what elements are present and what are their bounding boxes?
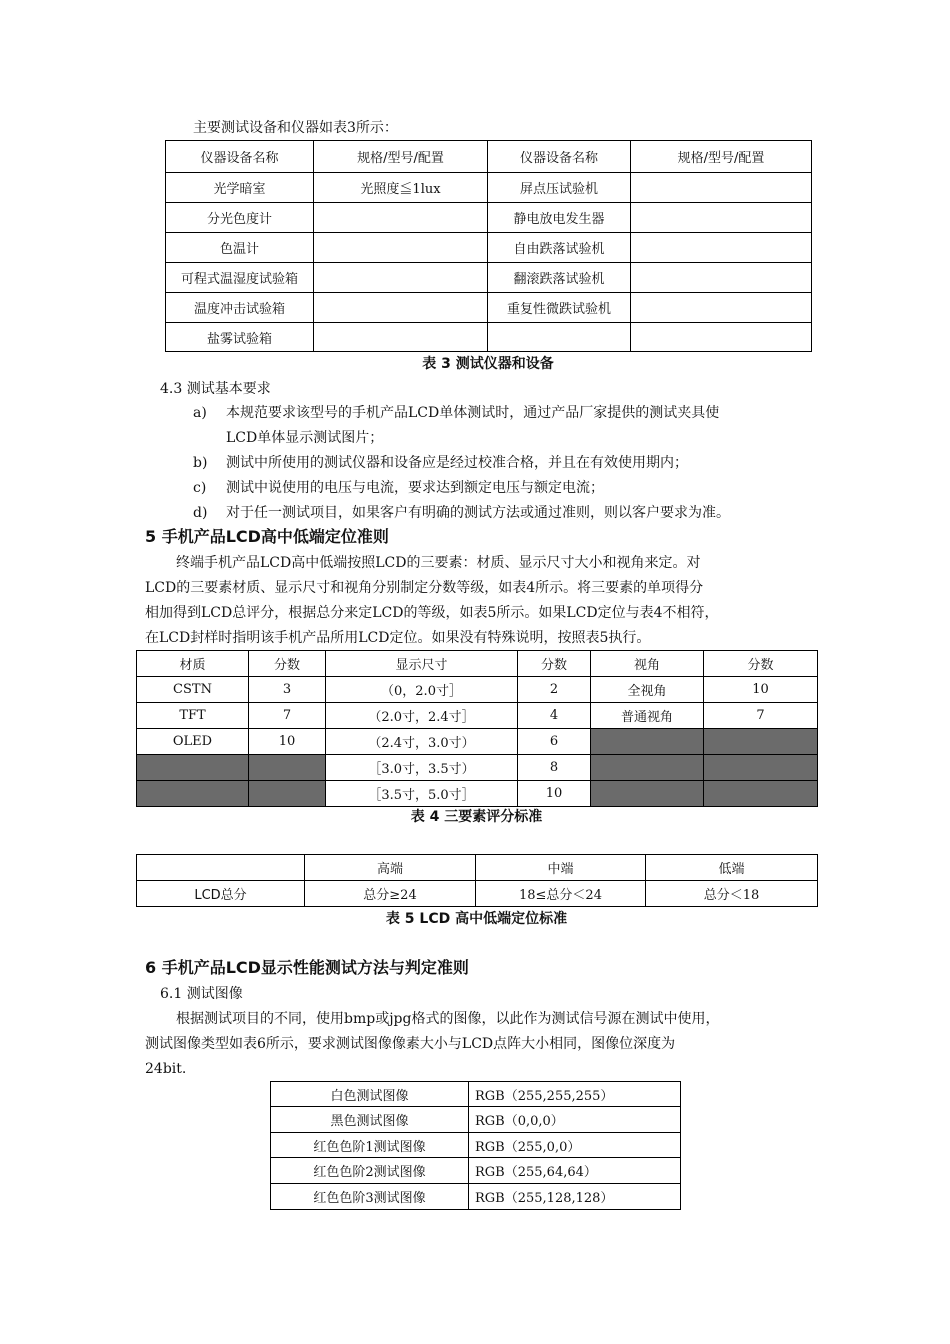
table-header-cell: 低端 xyxy=(646,855,818,881)
paragraph-line: 终端手机产品LCD高中低端按照LCD的三要素：材质、显示尺寸大小和视角来定。对 xyxy=(176,555,701,571)
table-header-row xyxy=(137,651,818,677)
list-item: 测试中说使用的电压与电流，要求达到额定电压与额定电流； xyxy=(226,480,604,496)
shaded-cell xyxy=(591,729,704,755)
shaded-cell xyxy=(249,781,326,807)
paragraph-line: 相加得到LCD总评分，根据总分来定LCD的等级，如表5所示。如果LCD定位与表4不相符， xyxy=(145,605,719,621)
table-row xyxy=(166,173,812,203)
table-header-cell: 高端 xyxy=(305,855,476,881)
table4-caption: 表 4 三要素评分标准 xyxy=(410,809,543,825)
section-5-heading: 5 手机产品LCD高中低端定位准则 xyxy=(145,527,389,546)
table-cell: 光学暗室 xyxy=(166,173,314,203)
table-cell xyxy=(631,173,812,203)
table-cell: 红色色阶2测试图像 xyxy=(271,1158,469,1184)
table-row xyxy=(166,293,812,323)
table-header-cell: 规格/型号/配置 xyxy=(314,141,488,173)
table-header-cell xyxy=(137,855,305,881)
table-cell: 静电放电发生器 xyxy=(488,203,631,233)
table-cell: ［3.5寸，5.0寸］ xyxy=(326,781,518,807)
list-item: LCD单体显示测试图片； xyxy=(226,430,384,446)
paragraph-line: 根据测试项目的不同，使用bmp或jpg格式的图像，以此作为测试信号源在测试中使用， xyxy=(176,1011,720,1027)
table-cell xyxy=(314,203,488,233)
table-cell: LCD总分 xyxy=(137,881,305,907)
table-cell: 6 xyxy=(518,729,591,755)
table-cell: 翻滚跌落试验机 xyxy=(488,263,631,293)
list-item: 测试中所使用的测试仪器和设备应是经过校准合格，并且在有效使用期内； xyxy=(226,455,688,471)
table-cell: 全视角 xyxy=(591,677,704,703)
table-row xyxy=(271,1133,681,1158)
table-cell xyxy=(488,323,631,352)
table-header-cell: 显示尺寸 xyxy=(326,651,518,677)
table-header-cell: 分数 xyxy=(518,651,591,677)
table-cell: 7 xyxy=(249,703,326,729)
table-row xyxy=(166,263,812,293)
table-cell: 2 xyxy=(518,677,591,703)
section-4-3-title: 4.3 测试基本要求 xyxy=(160,381,271,397)
table-cell: （2.4寸，3.0寸） xyxy=(326,729,518,755)
table-cell: 8 xyxy=(518,755,591,781)
table-header-row xyxy=(137,855,818,881)
table-cell: 10 xyxy=(249,729,326,755)
table-cell: RGB（255,64,64） xyxy=(469,1158,681,1184)
table3-intro: 主要测试设备和仪器如表3所示： xyxy=(193,120,398,136)
shaded-cell xyxy=(137,781,249,807)
paragraph-line: 在LCD封样时指明该手机产品所用LCD定位。如果没有特殊说明，按照表5执行。 xyxy=(145,630,651,646)
table-cell: 4 xyxy=(518,703,591,729)
table-row xyxy=(271,1082,681,1107)
table-header-cell: 材质 xyxy=(137,651,249,677)
table-row xyxy=(137,755,818,781)
table-header-cell: 分数 xyxy=(249,651,326,677)
table-cell: 屏点压试验机 xyxy=(488,173,631,203)
list-marker: c) xyxy=(193,480,207,496)
table-row xyxy=(137,703,818,729)
list-marker: d) xyxy=(193,505,208,521)
table3-caption: 表 3 测试仪器和设备 xyxy=(422,356,554,372)
table-cell: RGB（255,0,0） xyxy=(469,1133,681,1158)
table-cell xyxy=(631,233,812,263)
test-image-table xyxy=(270,1081,681,1210)
table-cell: （0，2.0寸］ xyxy=(326,677,518,703)
table-cell: （2.0寸，2.4寸］ xyxy=(326,703,518,729)
table-cell: CSTN xyxy=(137,677,249,703)
shaded-cell xyxy=(137,755,249,781)
shaded-cell xyxy=(249,755,326,781)
table-row xyxy=(166,233,812,263)
table-cell: ［3.0寸，3.5寸） xyxy=(326,755,518,781)
table-cell: 红色色阶3测试图像 xyxy=(271,1184,469,1210)
table-cell: OLED xyxy=(137,729,249,755)
list-marker: b) xyxy=(193,455,208,471)
paragraph-line: 测试图像类型如表6所示，要求测试图像像素大小与LCD点阵大小相同，图像位深度为 xyxy=(145,1036,676,1052)
table-cell: 普通视角 xyxy=(591,703,704,729)
table-cell xyxy=(314,233,488,263)
table-cell: 18≤总分＜24 xyxy=(476,881,646,907)
table-cell: TFT xyxy=(137,703,249,729)
table-cell: 3 xyxy=(249,677,326,703)
table-cell: 总分＜18 xyxy=(646,881,818,907)
table-cell: 红色色阶1测试图像 xyxy=(271,1133,469,1158)
table-header-cell: 规格/型号/配置 xyxy=(631,141,812,173)
table-row xyxy=(166,203,812,233)
score-table xyxy=(136,650,818,807)
table-row xyxy=(271,1107,681,1133)
table-header-row xyxy=(166,141,812,173)
section-6-1-title: 6.1 测试图像 xyxy=(160,986,243,1002)
table-cell: 重复性微跌试验机 xyxy=(488,293,631,323)
table-row xyxy=(137,729,818,755)
table-header-cell: 分数 xyxy=(704,651,818,677)
list-item: 对于任一测试项目，如果客户有明确的测试方法或通过准则，则以客户要求为准。 xyxy=(226,505,730,521)
table-row xyxy=(166,323,812,352)
table-cell: 7 xyxy=(704,703,818,729)
table-cell: 总分≥24 xyxy=(305,881,476,907)
positioning-table xyxy=(136,854,818,907)
table-cell xyxy=(631,323,812,352)
section-6-heading: 6 手机产品LCD显示性能测试方法与判定准则 xyxy=(145,958,469,977)
table-cell: 可程式温湿度试验箱 xyxy=(166,263,314,293)
list-item: 本规范要求该型号的手机产品LCD单体测试时，通过产品厂家提供的测试夹具使 xyxy=(226,405,720,421)
table-row xyxy=(137,781,818,807)
table-cell xyxy=(314,323,488,352)
paragraph-line: LCD的三要素材质、显示尺寸和视角分别制定分数等级，如表4所示。将三要素的单项得分 xyxy=(145,580,704,596)
table5-caption: 表 5 LCD 高中低端定位标准 xyxy=(385,911,568,927)
table-cell xyxy=(631,203,812,233)
table-row xyxy=(271,1184,681,1210)
table-cell: 盐雾试验箱 xyxy=(166,323,314,352)
table-cell: 色温计 xyxy=(166,233,314,263)
table-cell: 10 xyxy=(518,781,591,807)
table-cell: 光照度≦1lux xyxy=(314,173,488,203)
list-marker: a) xyxy=(193,405,207,421)
paragraph-line: 24bit. xyxy=(145,1061,187,1077)
table-cell: 分光色度计 xyxy=(166,203,314,233)
table-cell: RGB（0,0,0） xyxy=(469,1107,681,1133)
table-cell xyxy=(631,263,812,293)
table-header-cell: 仪器设备名称 xyxy=(166,141,314,173)
shaded-cell xyxy=(591,755,704,781)
shaded-cell xyxy=(591,781,704,807)
equipment-table xyxy=(165,140,812,352)
shaded-cell xyxy=(704,729,818,755)
table-cell: 温度冲击试验箱 xyxy=(166,293,314,323)
table-header-cell: 仪器设备名称 xyxy=(488,141,631,173)
table-cell: RGB（255,255,255） xyxy=(469,1082,681,1107)
shaded-cell xyxy=(704,781,818,807)
table-cell: 白色测试图像 xyxy=(271,1082,469,1107)
table-cell: 自由跌落试验机 xyxy=(488,233,631,263)
table-header-cell: 中端 xyxy=(476,855,646,881)
table-row xyxy=(137,881,818,907)
table-cell xyxy=(314,293,488,323)
table-cell: 黑色测试图像 xyxy=(271,1107,469,1133)
table-header-cell: 视角 xyxy=(591,651,704,677)
table-cell: 10 xyxy=(704,677,818,703)
table-cell: RGB（255,128,128） xyxy=(469,1184,681,1210)
shaded-cell xyxy=(704,755,818,781)
table-cell xyxy=(631,293,812,323)
table-cell xyxy=(314,263,488,293)
table-row xyxy=(271,1158,681,1184)
table-row xyxy=(137,677,818,703)
